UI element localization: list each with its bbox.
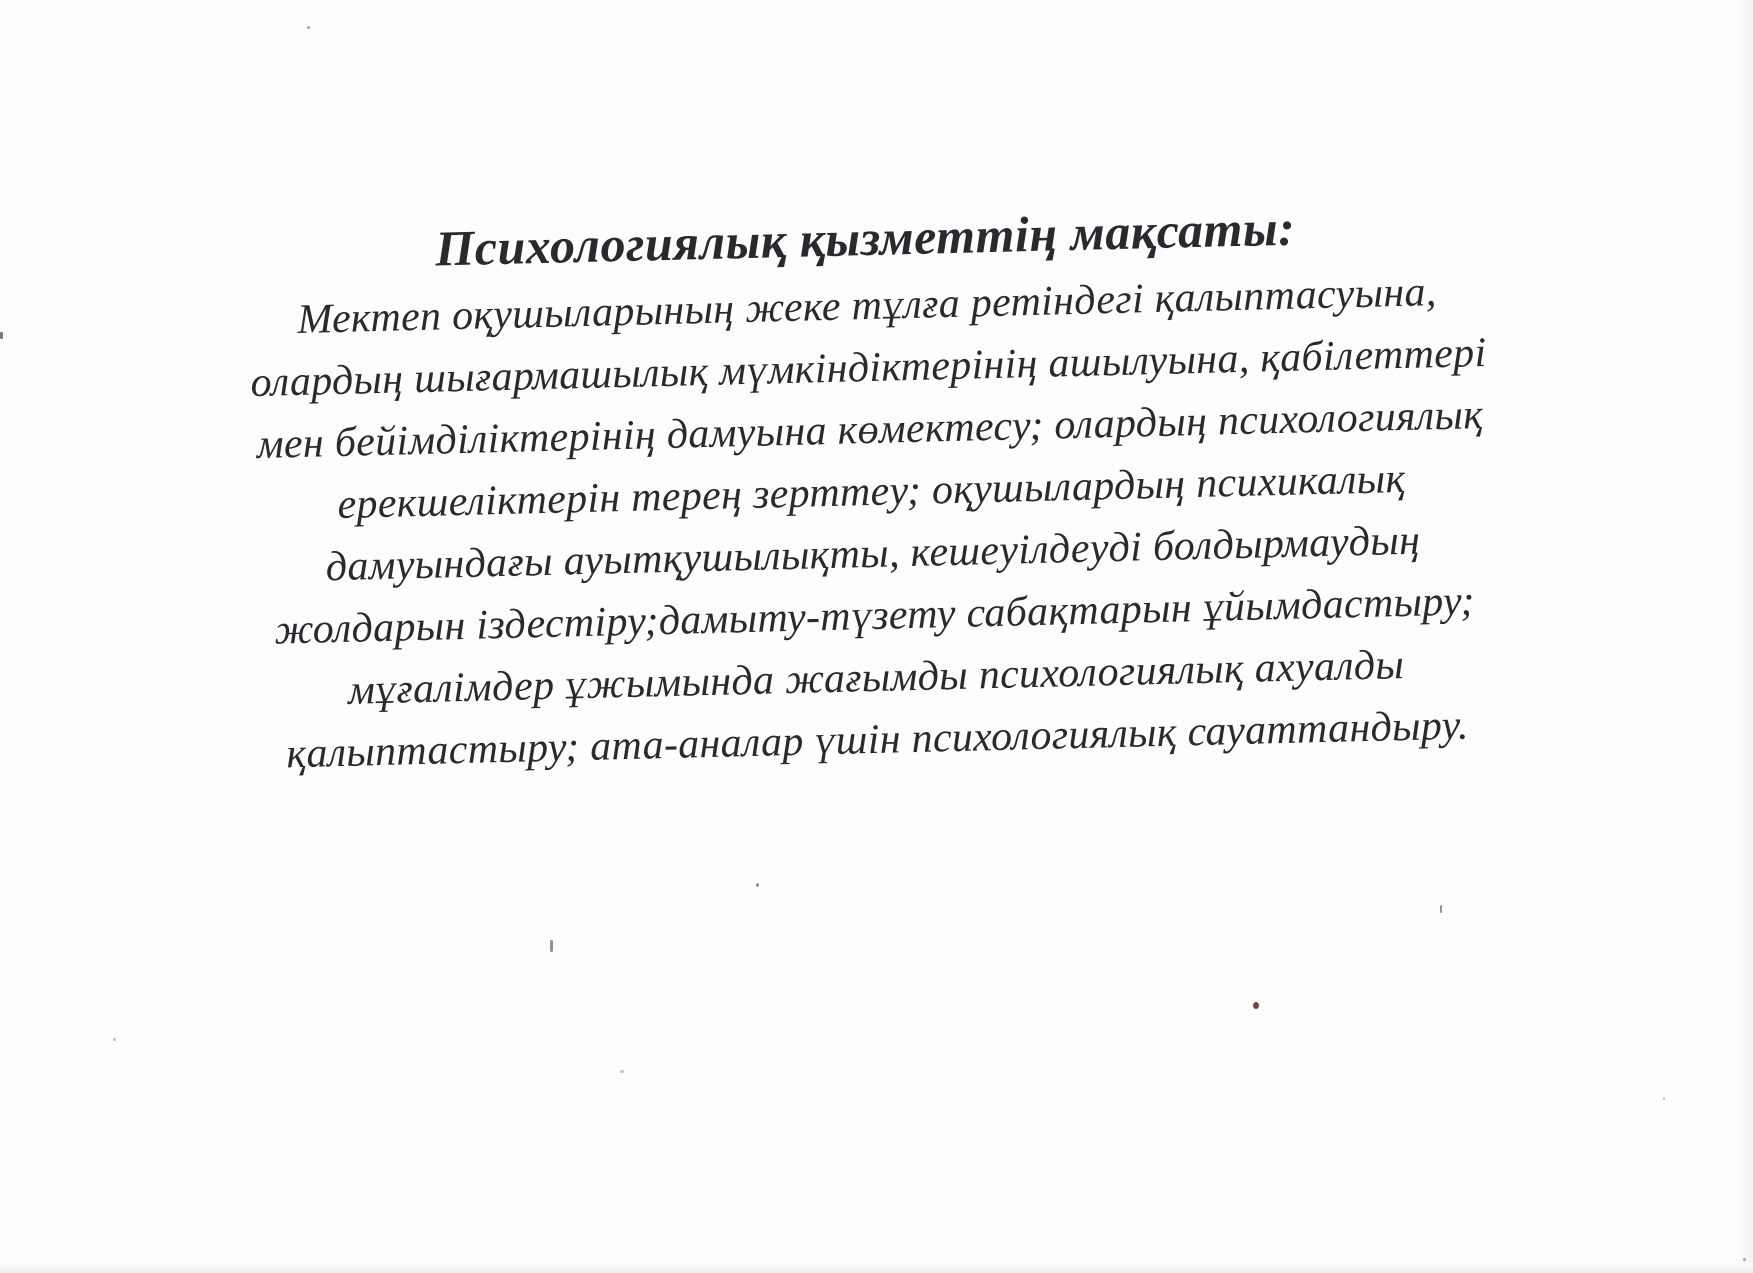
paper-speck <box>1663 1097 1665 1100</box>
paper-speck <box>620 1070 624 1073</box>
document-text-block <box>115 187 1628 789</box>
body-line: ерекшеліктерін терең зерттеу; оқушылардың психикалық <box>336 455 1406 529</box>
scan-edge-bottom <box>0 1263 1753 1273</box>
paper-speck <box>1253 1002 1259 1009</box>
paper-speck <box>756 883 759 887</box>
paper-speck <box>1743 1258 1746 1261</box>
scan-edge-right <box>1739 0 1753 1273</box>
paper-speck <box>0 332 3 339</box>
paper-speck <box>307 26 310 29</box>
document-title: Психологиялық қызметтің мақсаты: <box>434 199 1296 277</box>
body-line: Мектеп оқушыларының жеке тұлға ретіндегі қалыптасуына, <box>296 269 1438 343</box>
paper-speck <box>550 940 553 952</box>
body-line: қалыптастыру; ата-аналар үшін психологиялық сауаттандыру. <box>285 702 1470 778</box>
paper-speck <box>1440 905 1442 913</box>
body-line: мұғалімдер ұжымында жағымды психологиялық ахуалды <box>347 642 1405 714</box>
body-line: олардың шығармашылық мүмкіндіктерінің ашылуына, қабілеттері <box>249 329 1487 407</box>
body-line: мен бейімділіктерінің дамуына көмектесу; олардың психологиялық <box>256 392 1484 468</box>
body-line: дамуындағы ауытқушылықты, кешеуілдеуді болдырмаудың <box>325 517 1421 591</box>
paper-speck <box>113 1038 116 1041</box>
body-line: жолдарын іздестіру;дамыту-түзету сабақтарын ұйымдастыру; <box>273 578 1476 654</box>
